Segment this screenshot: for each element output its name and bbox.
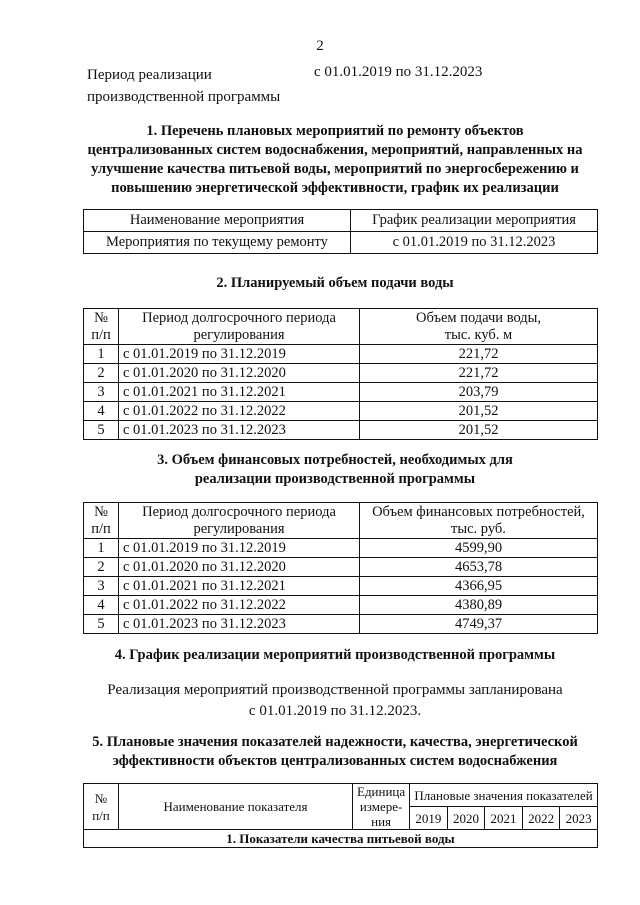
table-cell: 221,72 <box>360 345 598 364</box>
table-cell: с 01.01.2021 по 31.12.2021 <box>119 577 360 596</box>
table-cell: с 01.01.2022 по 31.12.2022 <box>119 402 360 421</box>
table-row <box>84 596 598 615</box>
table-subheader: 1. Показатели качества питьевой воды <box>84 830 598 848</box>
table-row <box>84 402 598 421</box>
section4-text-line: с 01.01.2019 по 31.12.2023. <box>248 703 422 719</box>
section4-text-line: Реализация мероприятий производственной программы запланирована <box>107 682 563 698</box>
table-cell: 2 <box>84 558 119 577</box>
financial-needs-table <box>83 502 598 634</box>
table-header-cell <box>360 503 598 539</box>
table-cell: 201,52 <box>360 421 598 440</box>
table-row <box>84 232 598 254</box>
table-header-cell: График реализации мероприятия <box>351 210 598 232</box>
table-row <box>84 345 598 364</box>
header-line: № <box>94 790 108 806</box>
year-header: 2021 <box>485 807 523 830</box>
section5-title-line: 5. Плановые значения показателей надежности, качества, энергетической <box>92 734 578 750</box>
header-line: Объем подачи воды, <box>415 309 542 326</box>
table-cell: 4599,90 <box>360 539 598 558</box>
header-line: Период долгосрочного периода <box>142 309 336 326</box>
table-cell: с 01.01.2020 по 31.12.2020 <box>119 364 360 383</box>
page-number: 2 <box>316 38 324 54</box>
section4-title: 4. График реализации мероприятий производственной программы <box>114 647 556 663</box>
header-line: п/п <box>92 807 110 823</box>
period-label <box>87 64 280 108</box>
header-line: п/п <box>91 520 111 537</box>
section1-title <box>70 122 600 198</box>
header-line: № <box>94 503 108 520</box>
table-cell: 4749,37 <box>360 615 598 634</box>
table-row <box>84 615 598 634</box>
year-header: 2020 <box>447 807 485 830</box>
year-header: 2019 <box>410 807 448 830</box>
section1-title-line: улучшение качества питьевой воды, мероприятий по энергосбережению и <box>91 161 579 177</box>
table-cell: 1 <box>84 345 119 364</box>
table-cell: 1 <box>84 539 119 558</box>
table-cell: с 01.01.2023 по 31.12.2023 <box>119 421 360 440</box>
table-header-cell <box>119 503 360 539</box>
section1-title-line: повышению энергетической эффективности, график их реализации <box>111 180 559 196</box>
measures-table <box>83 209 598 254</box>
table-header-cell <box>119 309 360 345</box>
table-cell: 201,52 <box>360 402 598 421</box>
table-cell: 4366,95 <box>360 577 598 596</box>
section3-title <box>70 451 600 489</box>
table-cell: с 01.01.2021 по 31.12.2021 <box>119 383 360 402</box>
table-row <box>84 421 598 440</box>
table-cell: с 01.01.2020 по 31.12.2020 <box>119 558 360 577</box>
header-line: ния <box>371 814 392 829</box>
table-header-cell: Наименование мероприятия <box>84 210 351 232</box>
section3-title-line: реализации производственной программы <box>194 471 476 487</box>
header-line: Объем финансовых потребностей, <box>372 503 585 520</box>
section2-title: 2. Планируемый объем подачи воды <box>216 275 454 291</box>
table-header-cell <box>84 309 119 345</box>
table-cell: с 01.01.2022 по 31.12.2022 <box>119 596 360 615</box>
table-cell: 3 <box>84 577 119 596</box>
period-label-line1: Период реализации <box>87 67 212 83</box>
header-line: № <box>94 309 108 326</box>
table-header-cell: Наименование показателя <box>119 784 353 830</box>
table-cell: 4380,89 <box>360 596 598 615</box>
table-cell: 5 <box>84 615 119 634</box>
period-label-line2: производственной программы <box>87 89 281 105</box>
table-cell: 5 <box>84 421 119 440</box>
header-line: Период долгосрочного периода <box>142 503 336 520</box>
table-header-cell <box>84 784 119 830</box>
table-header-cell <box>353 784 410 830</box>
section4-text <box>70 680 600 722</box>
header-line: п/п <box>91 326 111 343</box>
table-cell: с 01.01.2019 по 31.12.2023 <box>351 232 598 254</box>
header-line: регулирования <box>193 520 285 537</box>
year-header: 2022 <box>522 807 560 830</box>
header-line: тыс. руб. <box>451 520 506 537</box>
header-line: Единица <box>357 784 406 799</box>
table-cell: 3 <box>84 383 119 402</box>
table-cell: с 01.01.2019 по 31.12.2019 <box>119 539 360 558</box>
table-row <box>84 558 598 577</box>
table-header-cell <box>84 503 119 539</box>
section5-title-line: эффективности объектов централизованных систем водоснабжения <box>112 753 558 769</box>
table-cell: с 01.01.2023 по 31.12.2023 <box>119 615 360 634</box>
period-value: с 01.01.2019 по 31.12.2023 <box>314 64 483 80</box>
indicators-table <box>83 783 598 848</box>
water-supply-table <box>83 308 598 440</box>
table-row <box>84 364 598 383</box>
table-header-cell <box>360 309 598 345</box>
header-line: регулирования <box>193 326 285 343</box>
table-row <box>84 539 598 558</box>
year-header: 2023 <box>560 807 598 830</box>
header-line: измере- <box>359 799 403 814</box>
table-cell: 4 <box>84 596 119 615</box>
section1-title-line: 1. Перечень плановых мероприятий по ремонту объектов <box>146 123 524 139</box>
table-cell: Мероприятия по текущему ремонту <box>84 232 351 254</box>
table-row <box>84 383 598 402</box>
table-cell: 4 <box>84 402 119 421</box>
table-cell: 2 <box>84 364 119 383</box>
header-line: тыс. куб. м <box>444 326 513 343</box>
section1-title-line: централизованных систем водоснабжения, мероприятий, направленных на <box>87 142 583 158</box>
table-header-cell: Плановые значения показателей <box>410 784 598 807</box>
table-cell: 221,72 <box>360 364 598 383</box>
table-cell: с 01.01.2019 по 31.12.2019 <box>119 345 360 364</box>
table-row <box>84 577 598 596</box>
section5-title <box>70 733 600 771</box>
table-cell: 4653,78 <box>360 558 598 577</box>
table-cell: 203,79 <box>360 383 598 402</box>
section3-title-line: 3. Объем финансовых потребностей, необходимых для <box>157 452 513 468</box>
